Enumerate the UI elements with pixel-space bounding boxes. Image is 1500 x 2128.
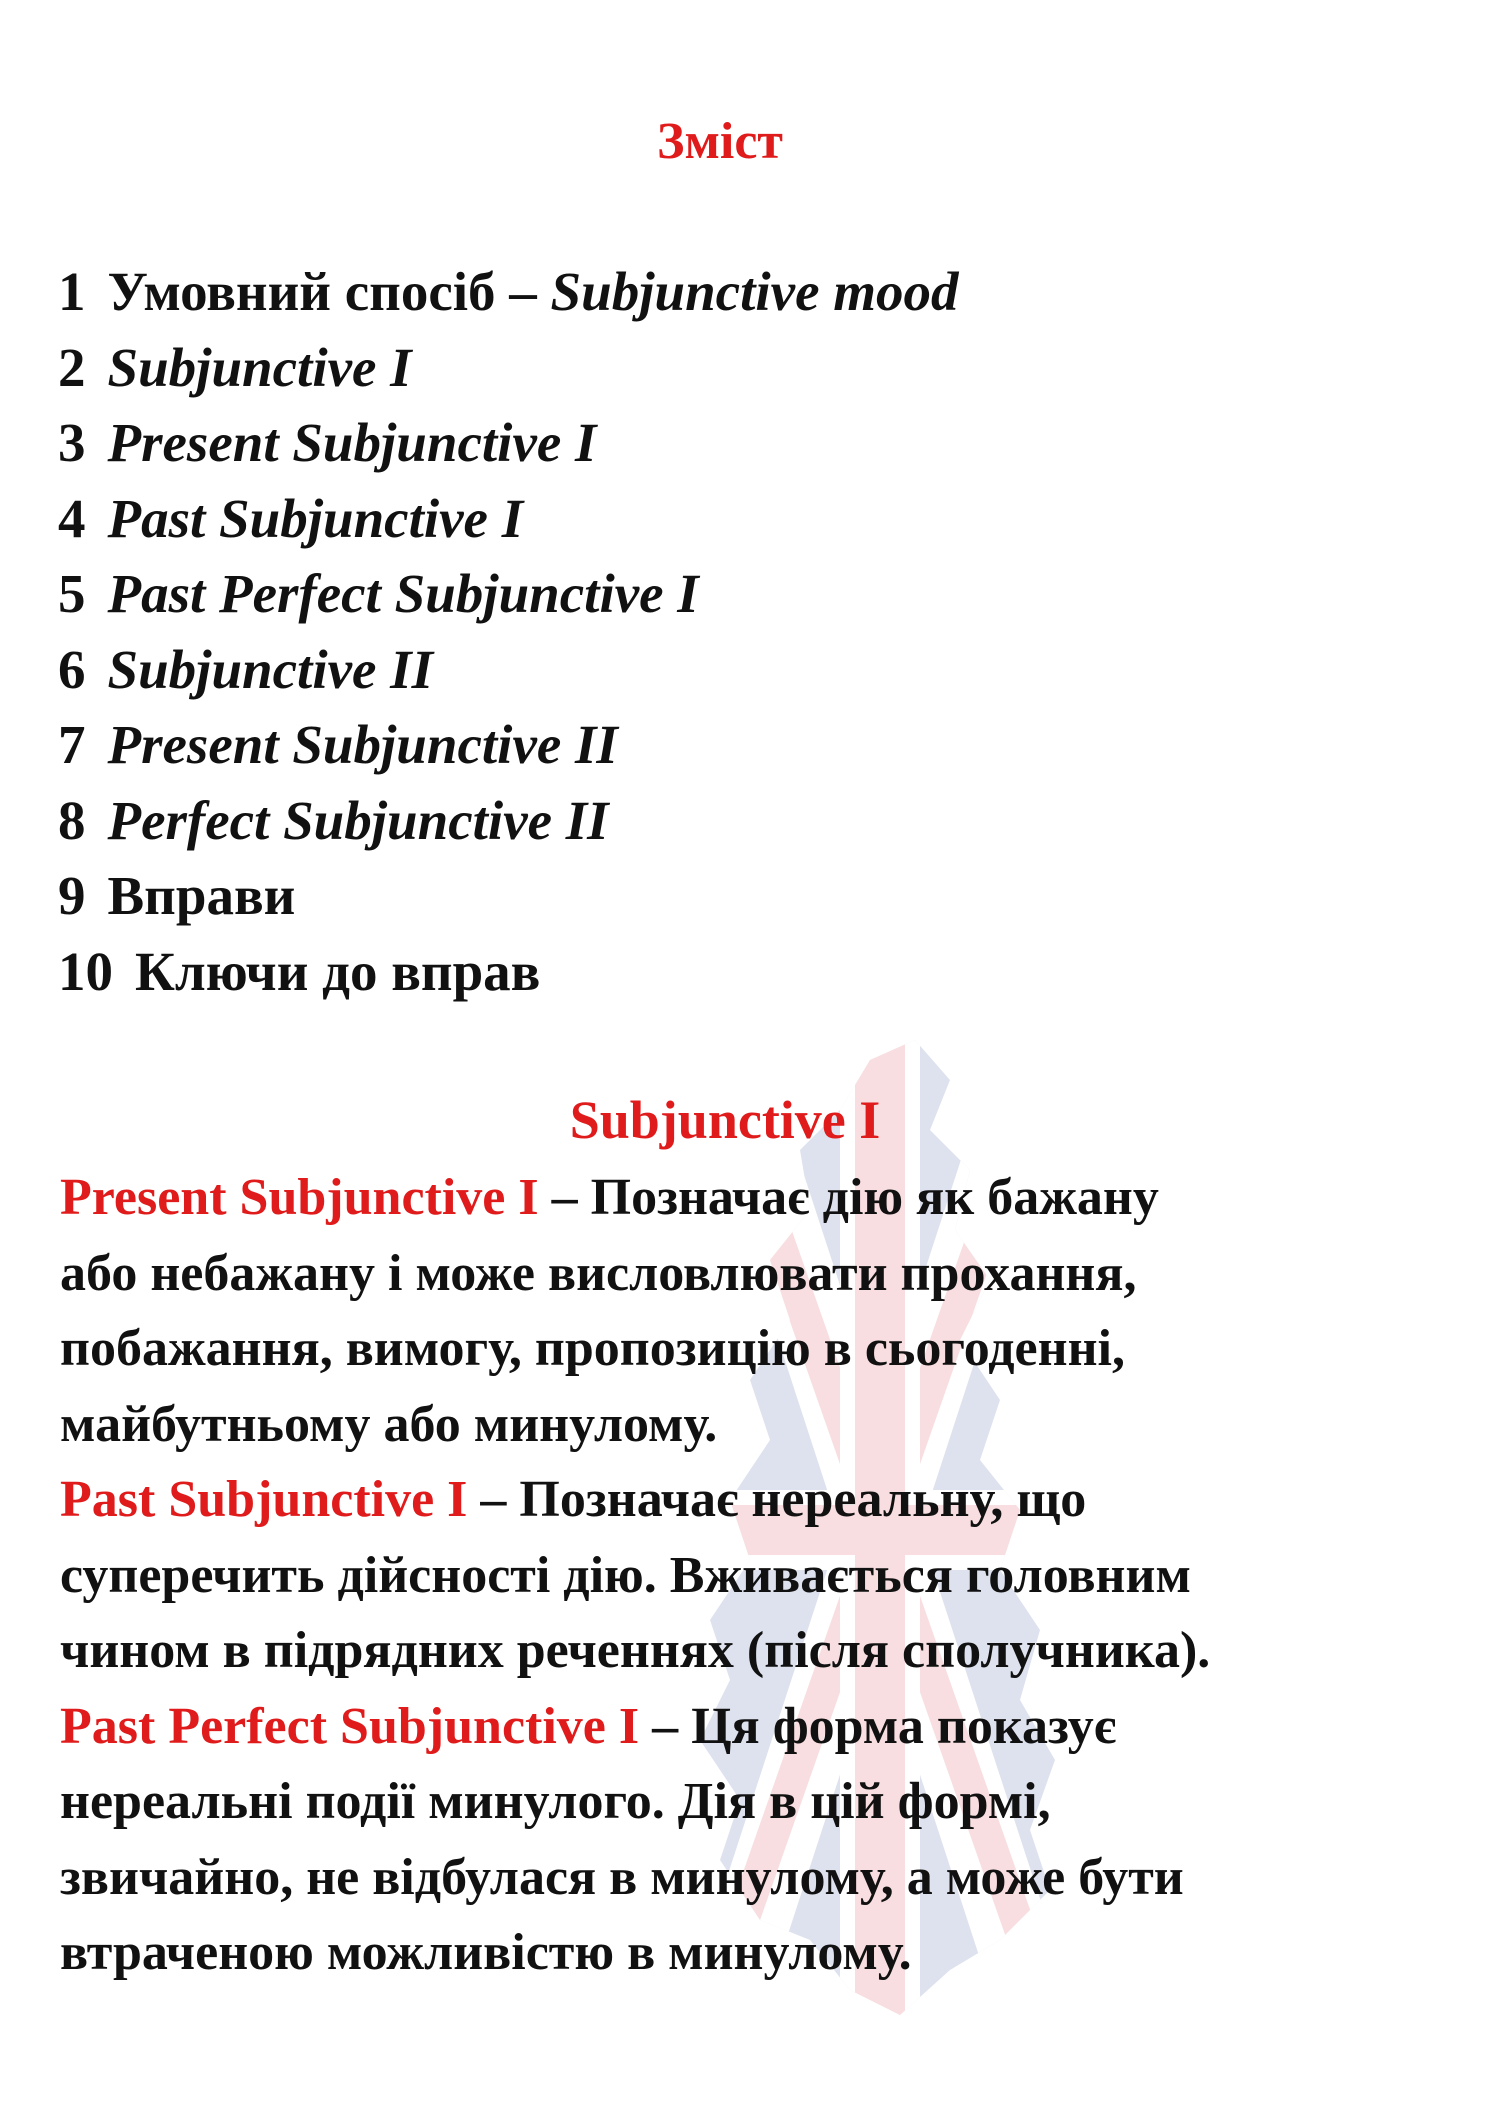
toc-title: Зміст bbox=[657, 113, 783, 170]
toc-item-label: Умовний спосіб – bbox=[107, 261, 551, 322]
toc-item bbox=[58, 481, 959, 557]
section-title: Subjunctive I bbox=[569, 1090, 881, 1150]
toc-item-number: 9 bbox=[58, 865, 86, 926]
toc-item bbox=[58, 783, 959, 859]
definition-line: чином в підрядних реченнях (після сполучника). bbox=[60, 1622, 1211, 1679]
toc-item-number: 4 bbox=[58, 487, 86, 549]
toc-item-label-italic: Perfect Subjunctive II bbox=[107, 789, 609, 851]
definition-line: втраченою можливістю в минулому. bbox=[60, 1924, 912, 1981]
toc-item-label-italic: Subjunctive I bbox=[107, 336, 412, 398]
toc-list bbox=[58, 254, 959, 1009]
toc-item-number: 2 bbox=[58, 336, 86, 398]
definition-term: Past Perfect Subjunctive I bbox=[60, 1697, 640, 1755]
toc-item bbox=[58, 707, 959, 783]
toc-item-number: 5 bbox=[58, 563, 86, 624]
toc-item-number: 6 bbox=[58, 638, 86, 700]
toc-item-label: Вправи bbox=[107, 865, 296, 926]
toc-item-label-italic: Present Subjunctive I bbox=[107, 412, 597, 473]
toc-item-label-italic: Subjunctive II bbox=[107, 638, 433, 700]
definition-first-line bbox=[60, 1160, 1460, 1236]
toc-item-number: 3 bbox=[58, 412, 86, 473]
toc-item-number: 8 bbox=[58, 789, 86, 851]
toc-item bbox=[58, 556, 959, 632]
definition-text: – Позначає дію як бажану bbox=[538, 1169, 1159, 1226]
definition-line: суперечить дійсності дію. Вживається головним bbox=[60, 1546, 1191, 1604]
definition-line: побажання, вимогу, пропозицію в сьогоденні, bbox=[60, 1320, 1125, 1377]
toc-item-label-italic: Past Perfect Subjunctive I bbox=[107, 563, 699, 624]
definition-line: нереальні події минулого. Дія в цій формі, bbox=[60, 1773, 1051, 1830]
definition-text: – Ця форма показує bbox=[639, 1697, 1117, 1755]
toc-item-number: 7 bbox=[58, 714, 86, 775]
toc-item bbox=[58, 934, 959, 1010]
toc-item-label: Ключи до вправ bbox=[135, 940, 541, 1002]
definitions-block bbox=[60, 1160, 1460, 1991]
toc-item bbox=[58, 858, 959, 934]
toc-item bbox=[58, 254, 959, 330]
toc-item-label-italic: Subjunctive mood bbox=[550, 261, 959, 322]
toc-item-label-italic: Past Subjunctive I bbox=[107, 487, 524, 549]
definition-text: – Позначає нереальну, що bbox=[467, 1471, 1087, 1528]
toc-item bbox=[58, 330, 959, 406]
definition-term: Past Subjunctive I bbox=[60, 1471, 468, 1528]
definition-first-line bbox=[60, 1462, 1460, 1538]
definition-line: звичайно, не відбулася в минулому, а може бути bbox=[60, 1848, 1184, 1906]
toc-item bbox=[58, 632, 959, 708]
definition-line: або небажану і може висловлювати прохання, bbox=[60, 1244, 1137, 1302]
toc-item-label-italic: Present Subjunctive II bbox=[107, 714, 618, 775]
definition-first-line bbox=[60, 1689, 1460, 1765]
definition-line: майбутньому або минулому. bbox=[60, 1395, 718, 1453]
toc-item-number: 10 bbox=[58, 940, 113, 1002]
definition-term: Present Subjunctive I bbox=[60, 1169, 539, 1226]
toc-item-number: 1 bbox=[58, 261, 86, 322]
toc-item bbox=[58, 405, 959, 481]
